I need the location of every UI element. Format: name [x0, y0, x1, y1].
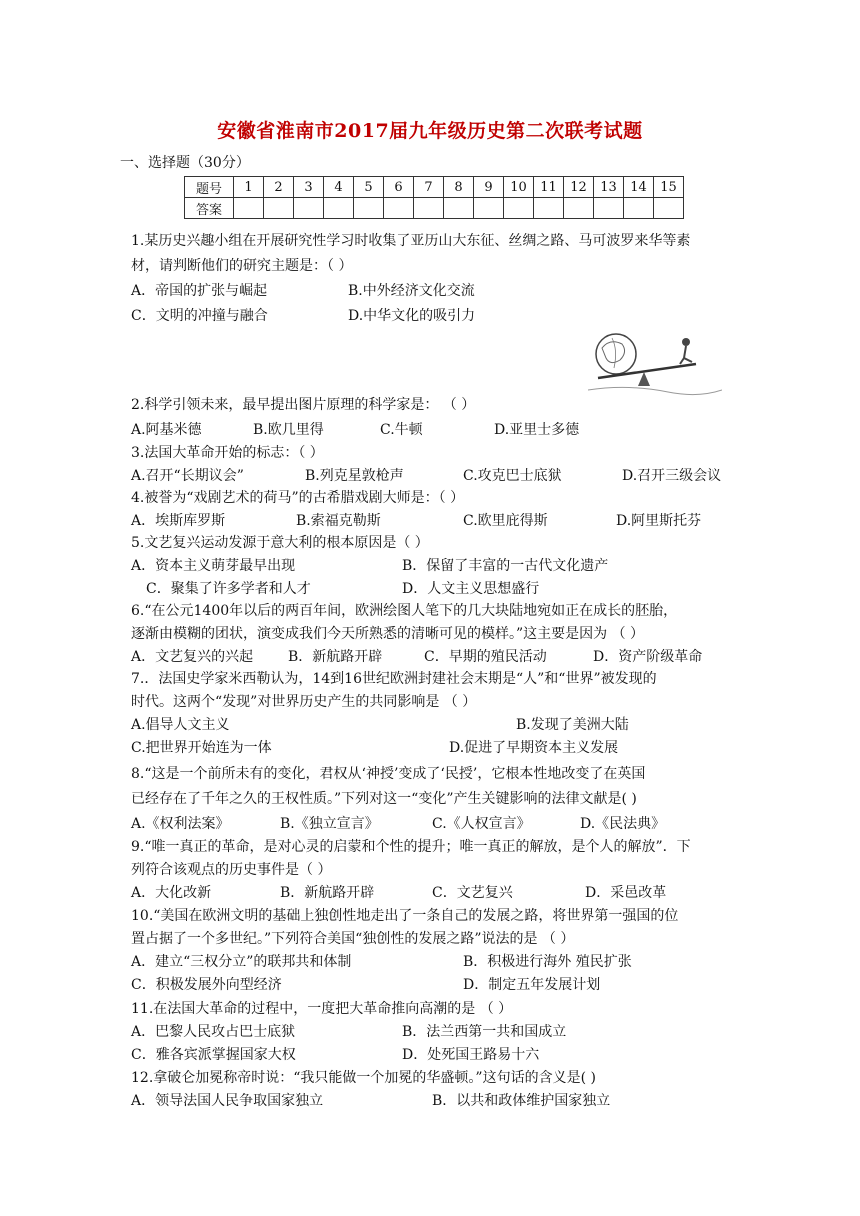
option-a: A．资本主义萌芽最早出现 — [131, 558, 296, 574]
answer-cell[interactable] — [264, 198, 294, 219]
option-d: D.《民法典》 — [580, 816, 666, 832]
answer-cell[interactable] — [384, 198, 414, 219]
answer-cell[interactable] — [294, 198, 324, 219]
option-b: B．保留了丰富的一古代文化遗产 — [402, 558, 609, 574]
option-b: B．以共和政体维护国家独立 — [432, 1093, 611, 1109]
question-2-stem: 2.科学引领未来，最早提出图片原理的科学家是： （ ） — [131, 397, 476, 413]
question-5-stem: 5.文艺复兴运动发源于意大利的根本原因是（ ） — [131, 535, 429, 551]
option-c: C．早期的殖民活动 — [424, 649, 547, 665]
option-a: A．帝国的扩张与崛起 — [131, 283, 268, 299]
answer-label: 答案 — [185, 198, 234, 219]
option-a: A．埃斯库罗斯 — [131, 513, 226, 529]
option-b: B．新航路开辟 — [288, 649, 383, 665]
page-title: 安徽省淮南市2017届九年级历史第二次联考试题 — [217, 120, 643, 142]
question-number: 8 — [444, 177, 474, 198]
table-row — [185, 177, 684, 198]
question-11-stem: 11.在法国大革命的过程中，一度把大革命推向高潮的是 （ ） — [131, 1001, 513, 1017]
answer-cell[interactable] — [504, 198, 534, 219]
answer-cell[interactable] — [354, 198, 384, 219]
question-3-stem: 3.法国大革命开始的标志：（ ） — [131, 445, 324, 461]
answer-cell[interactable] — [444, 198, 474, 219]
question-number: 10 — [504, 177, 534, 198]
question-6-stem: 6.“在公元1400年以后的两百年间，欧洲绘图人笔下的几大块陆地宛如正在成长的胚胎， — [131, 603, 678, 619]
answer-cell[interactable] — [474, 198, 504, 219]
option-d: D.召开三级会议 — [622, 468, 722, 484]
option-d: D．人文主义思想盛行 — [402, 581, 540, 597]
option-b: B.列克星敦枪声 — [305, 468, 404, 484]
option-c: C．文明的冲撞与融合 — [131, 308, 268, 324]
answer-cell[interactable] — [234, 198, 264, 219]
answer-cell[interactable] — [564, 198, 594, 219]
option-b: B．法兰西第一共和国成立 — [402, 1024, 567, 1040]
option-d: D.中华文化的吸引力 — [348, 308, 476, 324]
option-b: B.中外经济文化交流 — [348, 283, 475, 299]
question-4-stem: 4.被誉为“戏剧艺术的荷马”的古希腊戏剧大师是：（ ） — [131, 490, 465, 506]
question-number: 12 — [564, 177, 594, 198]
option-d: D．资产阶级革命 — [593, 649, 703, 665]
option-b: B.《独立宣言》 — [280, 816, 379, 832]
answer-cell[interactable] — [324, 198, 354, 219]
option-c: C．雅各宾派掌握国家大权 — [131, 1047, 296, 1063]
answer-cell[interactable] — [594, 198, 624, 219]
question-number: 15 — [654, 177, 684, 198]
question-number: 9 — [474, 177, 504, 198]
option-a: A.《权利法案》 — [131, 816, 230, 832]
option-b: B.欧几里得 — [253, 422, 324, 438]
option-b: B.索福克勒斯 — [296, 513, 381, 529]
option-c: C．聚集了许多学者和人才 — [146, 581, 311, 597]
table-row — [185, 198, 684, 219]
question-12-stem: 12.拿破仑加冕称帝时说：“我只能做一个加冕的华盛顿。”这句话的含义是( ) — [131, 1070, 596, 1086]
option-b: B．积极进行海外 殖民扩张 — [463, 954, 632, 970]
option-d: D.阿里斯托芬 — [616, 513, 702, 529]
question-7-stem: 时代。这两个“发现”对世界历史产生的共同影响是 （ ） — [131, 694, 477, 710]
question-10-stem: 置占据了一个多世纪。”下列符合美国“独创性的发展之路”说法的是 （ ） — [131, 931, 575, 947]
answer-cell[interactable] — [624, 198, 654, 219]
question-number: 13 — [594, 177, 624, 198]
option-c: C.把世界开始连为一体 — [131, 740, 272, 756]
option-a: A．文艺复兴的兴起 — [131, 649, 254, 665]
question-1-stem: 材，请判断他们的研究主题是：（ ） — [131, 258, 353, 274]
option-c: C.欧里庇得斯 — [463, 513, 548, 529]
question-1-stem: 1.某历史兴趣小组在开展研究性学习时收集了亚历山大东征、丝绸之路、马可波罗来华等素 — [131, 233, 691, 249]
option-d: D．制定五年发展计划 — [463, 977, 601, 993]
option-a: A．建立“三权分立”的联邦共和体制 — [131, 954, 352, 970]
question-6-stem: 逐渐由模糊的团状，演变成我们今天所熟悉的清晰可见的模样。”这主要是因为 （ ） — [131, 626, 645, 642]
question-8-stem: 已经存在了千年之久的王权性质。”下列对这一“变化”产生关键影响的法律文献是( ) — [131, 791, 637, 807]
answer-cell[interactable] — [654, 198, 684, 219]
question-number: 6 — [384, 177, 414, 198]
question-number: 4 — [324, 177, 354, 198]
option-a: A．大化改新 — [131, 885, 212, 901]
question-8-stem: 8.“这是一个前所未有的变化，君权从‘神授’变成了‘民授’，它根本性地改变了在英国 — [131, 766, 646, 782]
question-9-stem: 9.“唯一真正的革命，是对心灵的启蒙和个性的提升；唯一真正的解放，是个人的解放”．下 — [131, 839, 691, 855]
option-a: A.召开“长期议会” — [131, 468, 244, 484]
option-b: B．新航路开辟 — [280, 885, 375, 901]
section-heading: 一、选择题（30分） — [120, 155, 250, 171]
option-d: D.促进了早期资本主义发展 — [449, 740, 619, 756]
option-a: A．巴黎人民攻占巴士底狱 — [131, 1024, 296, 1040]
option-b: B.发现了美洲大陆 — [516, 717, 629, 733]
question-number: 1 — [234, 177, 264, 198]
header-label: 题号 — [185, 177, 234, 198]
answer-cell[interactable] — [414, 198, 444, 219]
question-9-stem: 列符合该观点的历史事件是（ ） — [131, 862, 332, 878]
question-number: 14 — [624, 177, 654, 198]
option-c: C.攻克巴士底狱 — [463, 468, 562, 484]
answer-cell[interactable] — [534, 198, 564, 219]
lever-illustration — [588, 328, 722, 400]
question-10-stem: 10.“美国在欧洲文明的基础上独创性地走出了一条自己的发展之路，将世界第一强国的位 — [131, 908, 679, 924]
question-7-stem: 7.．法国史学家米西勒认为，14到16世纪欧洲封建社会末期是“人”和“世界”被发现的 — [131, 671, 657, 687]
answer-table — [184, 176, 684, 219]
question-number: 3 — [294, 177, 324, 198]
question-number: 2 — [264, 177, 294, 198]
option-a: A．领导法国人民争取国家独立 — [131, 1093, 324, 1109]
option-a: A.阿基米德 — [131, 422, 202, 438]
option-c: C．文艺复兴 — [432, 885, 513, 901]
option-d: D．采邑改革 — [585, 885, 667, 901]
question-number: 11 — [534, 177, 564, 198]
option-a: A.倡导人文主义 — [131, 717, 230, 733]
question-number: 7 — [414, 177, 444, 198]
option-c: C．积极发展外向型经济 — [131, 977, 282, 993]
option-c: C.牛顿 — [380, 422, 423, 438]
question-number: 5 — [354, 177, 384, 198]
option-d: D.亚里士多德 — [494, 422, 580, 438]
option-c: C.《人权宣言》 — [432, 816, 531, 832]
option-d: D．处死国王路易十六 — [402, 1047, 540, 1063]
